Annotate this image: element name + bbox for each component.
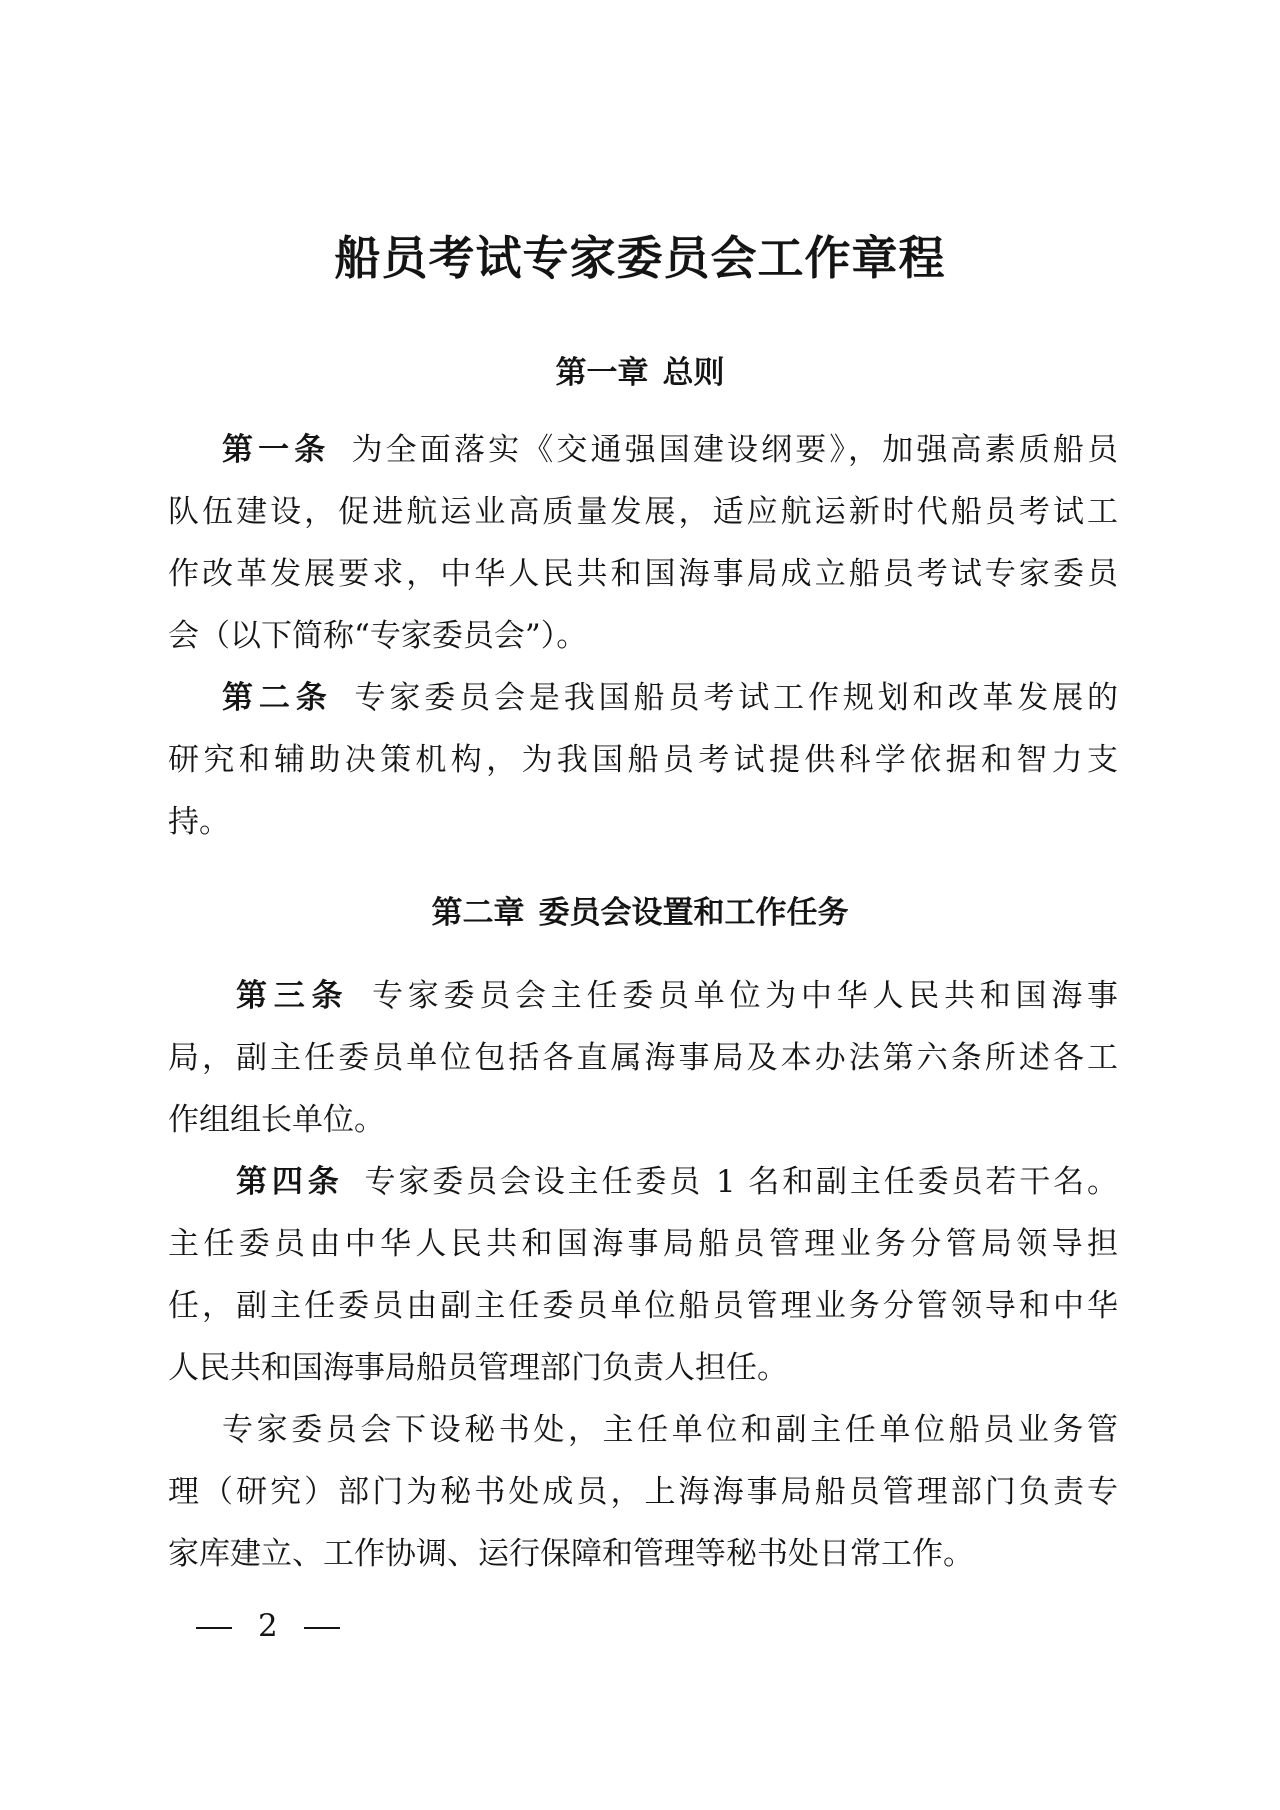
paragraph-secretariat-line-2: 理（研究）部门为秘书处成员，上海海事局船员管理部门负责专: [168, 1474, 1118, 1510]
paragraph-secretariat-line-1: 专家委员会下设秘书处，主任单位和副主任单位船员业务管: [222, 1412, 1118, 1448]
document-title: 船员考试专家委员会工作章程: [334, 231, 946, 285]
article-2-lead: 第二条: [222, 680, 333, 716]
article-4-lead: 第四条: [236, 1164, 344, 1200]
article-4-line-1: [236, 1162, 1118, 1202]
article-2-text-1: 专家委员会是我国船员考试工作规划和改革发展的: [350, 680, 1118, 716]
article-4-text-1: 专家委员会设主任委员 1 名和副主任委员若干名。: [361, 1164, 1118, 1200]
chapter-number: 第二章: [431, 895, 525, 931]
article-3-text-1: 专家委员会主任委员单位为中华人民共和国海事: [367, 978, 1118, 1014]
article-2-line-1: [222, 678, 1118, 718]
article-4-line-3: 任，副主任委员由副主任委员单位船员管理业务分管领导和中华: [168, 1288, 1118, 1324]
chapter-heading-2: [0, 887, 1280, 932]
footer-dash-right: [304, 1627, 340, 1629]
article-1-text-1: 为全面落实《交通强国建设纲要》，加强高素质船员: [348, 432, 1118, 468]
article-1-line-1: [222, 430, 1118, 470]
page-footer: [196, 1608, 340, 1644]
chapter-name: 总则: [662, 355, 725, 391]
article-3-lead: 第三条: [236, 978, 350, 1014]
article-3-line-2: 局，副主任委员单位包括各直属海事局及本办法第六条所述各工: [168, 1040, 1118, 1076]
paragraph-secretariat-line-3: 家库建立、工作协调、运行保障和管理等秘书处日常工作。: [168, 1536, 974, 1572]
article-2-line-2: 研究和辅助决策机构，为我国船员考试提供科学依据和智力支: [168, 742, 1118, 778]
article-1-lead: 第一条: [222, 432, 331, 468]
article-4-line-4: 人民共和国海事局船员管理部门负责人担任。: [168, 1350, 788, 1386]
chapter-heading-1: [0, 347, 1280, 392]
article-1-line-2: 队伍建设，促进航运业高质量发展，适应航运新时代船员考试工: [168, 494, 1118, 530]
article-1-line-4: 会（以下简称“专家委员会”）。: [168, 618, 588, 654]
article-4-line-2: 主任委员由中华人民共和国海事局船员管理业务分管局领导担: [168, 1226, 1118, 1262]
article-3-line-3: 作组组长单位。: [168, 1102, 385, 1138]
article-3-line-1: [236, 976, 1118, 1016]
footer-dash-left: [196, 1627, 232, 1629]
article-2-line-3: 持。: [168, 804, 230, 840]
chapter-number: 第一章: [555, 355, 649, 391]
page-number: 2: [258, 1608, 278, 1644]
chapter-name: 委员会设置和工作任务: [538, 895, 849, 931]
article-1-line-3: 作改革发展要求，中华人民共和国海事局成立船员考试专家委员: [168, 556, 1118, 592]
